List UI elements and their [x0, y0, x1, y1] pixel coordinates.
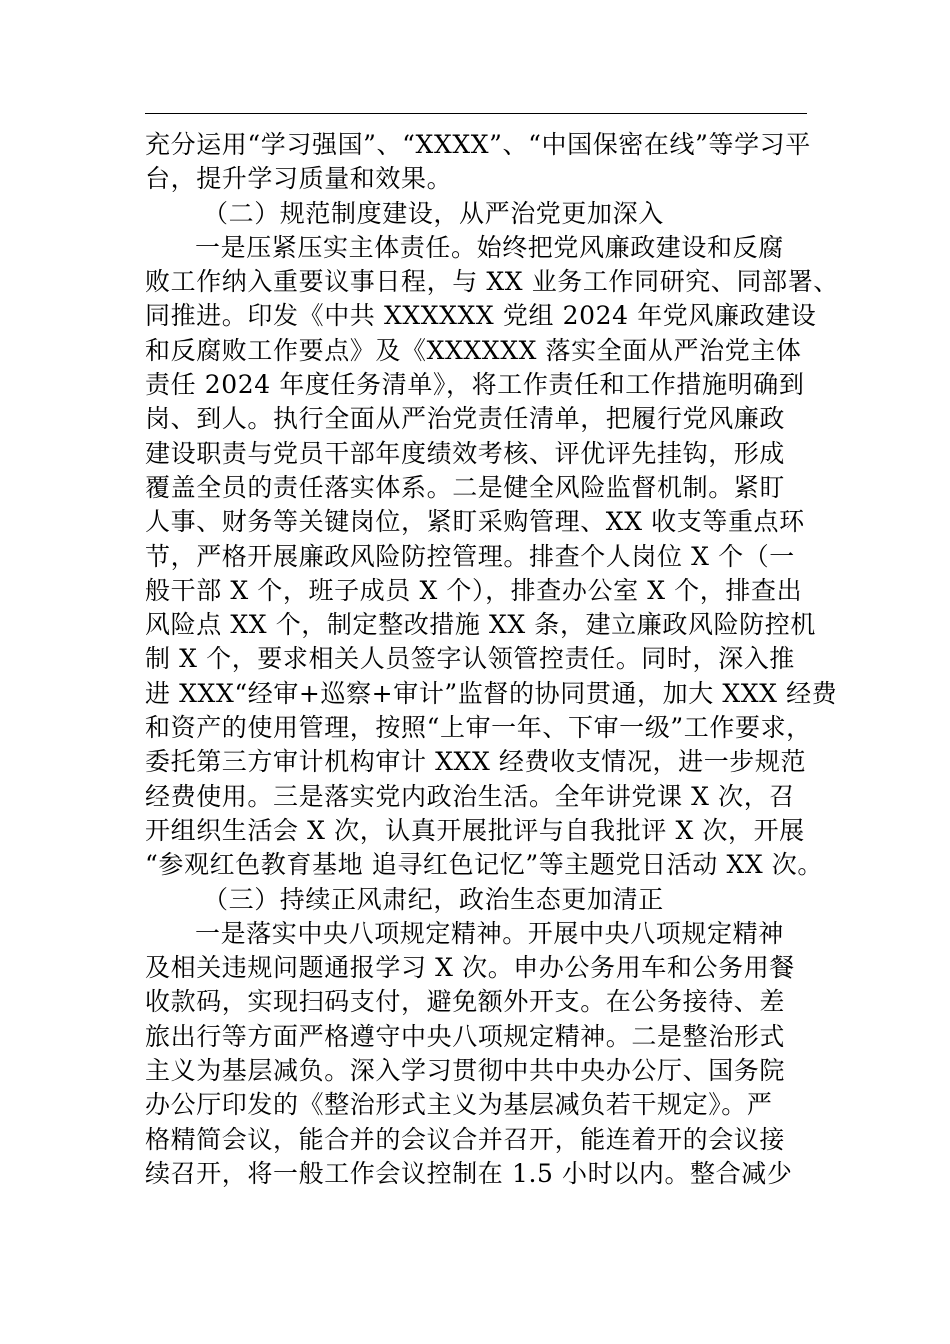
- text-line: “参观红色教育基地 追寻红色记忆”等主题党日活动 XX 次。: [145, 850, 823, 880]
- header-rule: [145, 113, 807, 114]
- text-line: 主义为基层减负。深入学习贯彻中共中央办公厅、国务院: [145, 1056, 786, 1086]
- text-line: 责任 2024 年度任务清单》，将工作责任和工作措施明确到: [145, 370, 805, 400]
- text-line: 覆盖全员的责任落实体系。二是健全风险监督机制。紧盯: [145, 472, 786, 502]
- text-line: 岗、到人。执行全面从严治党责任清单，把履行党风廉政: [145, 404, 786, 434]
- text-line: 续召开，将一般工作会议控制在 1.5 小时以内。整合减少: [145, 1158, 793, 1188]
- text-line: 和资产的使用管理，按照“上审一年、下审一级”工作要求，: [145, 713, 812, 743]
- text-line: 收款码，实现扫码支付，避免额外开支。在公务接待、差: [145, 987, 786, 1017]
- body-text: [145, 128, 839, 1191]
- text-line: 风险点 XX 个，制定整改措施 XX 条，建立廉政风险防控机: [145, 610, 816, 640]
- text-line: 同推进。印发《中共 XXXXXX 党组 2024 年党风廉政建设: [145, 301, 817, 331]
- text-line: 经费使用。三是落实党内政治生活。全年讲党课 X 次，召: [145, 781, 795, 811]
- text-line: 败工作纳入重要议事日程，与 XX 业务工作同研究、同部署、: [145, 267, 839, 297]
- text-line: 节，严格开展廉政风险防控管理。排查个人岗位 X 个（一: [145, 541, 795, 571]
- text-line: 建设职责与党员干部年度绩效考核、评优评先挂钩，形成: [145, 438, 786, 468]
- text-line: 及相关违规问题通报学习 X 次。申办公务用车和公务用餐: [145, 953, 795, 983]
- paragraph-start: 一是落实中央八项规定精神。开展中央八项规定精神: [195, 918, 784, 948]
- text-line: 般干部 X 个，班子成员 X 个），排查办公室 X 个，排查出: [145, 575, 803, 605]
- text-line: 和反腐败工作要点》及《XXXXXX 落实全面从严治党主体: [145, 335, 802, 365]
- section-heading: （二）规范制度建设，从严治党更加深入: [203, 198, 664, 228]
- text-line: 格精简会议，能合并的会议合并召开，能连着开的会议接: [145, 1124, 786, 1154]
- text-line: 开组织生活会 X 次，认真开展批评与自我批评 X 次，开展: [145, 815, 805, 845]
- section-heading: （三）持续正风肃纪，政治生态更加清正: [203, 884, 664, 914]
- text-line: 进 XXX“经审+巡察+审计”监督的协同贯通，加大 XXX 经费: [145, 678, 838, 708]
- paragraph-start: 一是压紧压实主体责任。始终把党风廉政建设和反腐: [195, 232, 784, 262]
- text-line: 旅出行等方面严格遵守中央八项规定精神。二是整治形式: [145, 1021, 786, 1051]
- text-line: 台，提升学习质量和效果。: [145, 164, 453, 194]
- text-line: 委托第三方审计机构审计 XXX 经费收支情况，进一步规范: [145, 747, 807, 777]
- text-line: 人事、财务等关键岗位，紧盯采购管理、XX 收支等重点环: [145, 507, 805, 537]
- text-line: 充分运用“学习强国”、“XXXX”、“中国保密在线”等学习平: [145, 130, 811, 159]
- text-line: 制 X 个，要求相关人员签字认领管控责任。同时，深入推: [145, 644, 795, 674]
- text-line: 办公厅印发的《整治形式主义为基层减负若干规定》。严: [145, 1090, 773, 1120]
